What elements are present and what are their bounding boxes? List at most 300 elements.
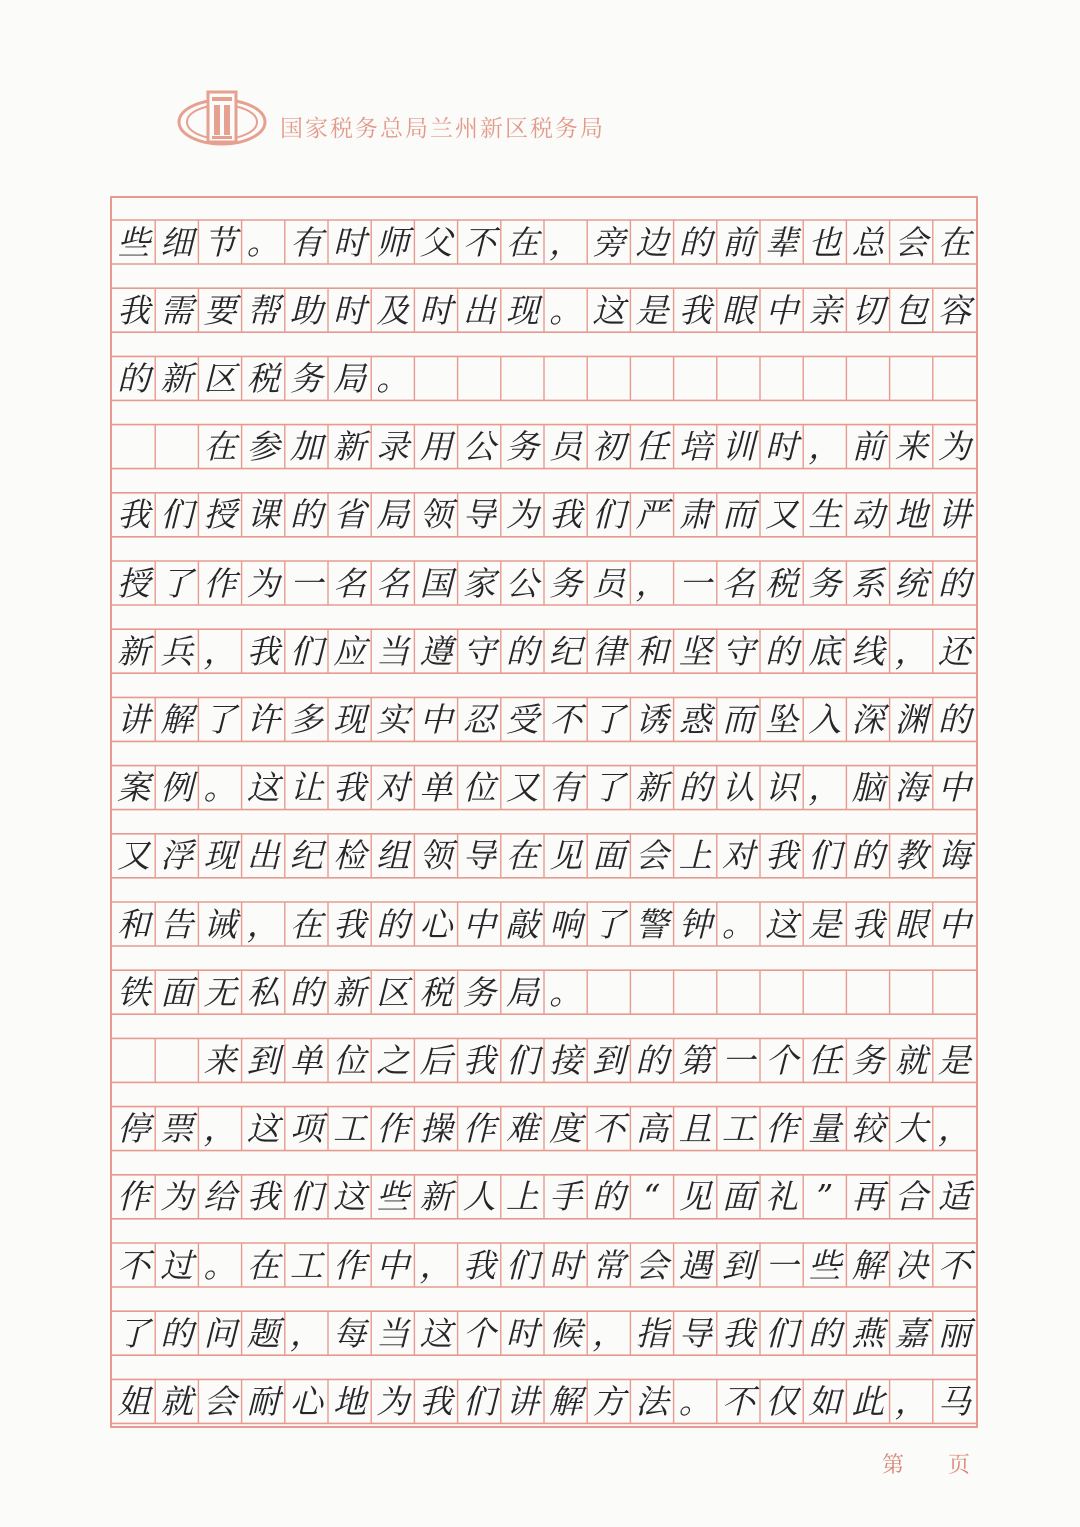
grid-cell: 新 [635,768,669,808]
grid-cell: 中 [462,904,496,944]
grid-cell: 领 [419,495,453,535]
grid-cell: ， [894,1381,928,1421]
grid-cell: 到 [246,1040,280,1080]
grid-cell: 容 [937,290,971,330]
grid-cell: 到 [721,1245,755,1285]
grid-cell: 公 [462,427,496,467]
grid-cell: 如 [808,1381,842,1421]
grid-cell: 的 [937,563,971,603]
grid-cell: 解 [549,1381,583,1421]
grid-cell: 入 [808,699,842,739]
grid-cell: 心 [419,904,453,944]
grid-cell: 们 [505,1040,539,1080]
grid-cell: ， [808,427,842,467]
grid-cell: 面 [592,836,626,876]
grid-cell: 渊 [894,699,928,739]
grid-cell: 时 [333,222,367,262]
organization-name: 国家税务总局兰州新区税务局 [280,116,605,142]
grid-cell: 接 [549,1040,583,1080]
grid-cell: 铁 [117,972,151,1012]
grid-cell: 来 [894,427,928,467]
grid-cell: 在 [937,222,971,262]
grid-cell: 人 [462,1177,496,1217]
grid-cell: 训 [721,427,755,467]
grid-cell: 量 [808,1109,842,1149]
grid-cell: 组 [376,836,410,876]
grid-cell: 解 [851,1245,885,1285]
grid-cell: 后 [419,1040,453,1080]
grid-cell: 为 [160,1177,194,1217]
grid-cell: 守 [462,631,496,671]
text-line [112,1107,976,1151]
grid-cell: 新 [333,427,367,467]
grid-cell: 仅 [765,1381,799,1421]
page-label-end: 页 [947,1453,970,1478]
grid-cell: 一 [765,1245,799,1285]
grid-cell: 们 [808,836,842,876]
grid-cell [112,1038,155,1082]
grid-cell: 作 [765,1109,799,1149]
grid-cell: 就 [160,1381,194,1421]
grid-cell: 。 [721,904,755,944]
grid-cell: 告 [160,904,194,944]
grid-cell: 认 [721,768,755,808]
grid-cell: 的 [117,358,151,398]
grid-cell: 在 [203,427,237,467]
grid-cell: 了 [592,768,626,808]
grid-cell [155,425,198,469]
grid-cell: 区 [203,358,237,398]
grid-cell: 领 [419,836,453,876]
grid-cell: 又 [505,768,539,808]
grid-cell: 区 [376,972,410,1012]
grid-cell: 务 [549,563,583,603]
grid-cell: 新 [333,972,367,1012]
grid-cell: 再 [851,1177,885,1217]
grid-cell: 些 [117,222,151,262]
grid-cell: 让 [289,768,323,808]
grid-cell: 节 [203,222,237,262]
grid-cell: 而 [721,495,755,535]
grid-cell: 见 [678,1177,712,1217]
grid-cell: 也 [808,222,842,262]
grid-cell: 任 [635,427,669,467]
grid-cell: 导 [462,495,496,535]
grid-cell: 员 [592,563,626,603]
grid-cell: 。 [246,222,280,262]
grid-cell: 一 [678,563,712,603]
grid-cell: 会 [894,222,928,262]
grid-cell: 系 [851,563,885,603]
grid-cell: 和 [117,904,151,944]
grid-cell: ， [894,631,928,671]
grid-cell: 授 [203,495,237,535]
grid-cell: 丽 [937,1313,971,1353]
text-line [112,766,976,810]
grid-cell: 了 [203,699,237,739]
grid-cell: 面 [160,972,194,1012]
grid-cell: 了 [117,1313,151,1353]
grid-cell: 们 [160,495,194,535]
grid-cell: ， [289,1313,323,1353]
grid-cell: ， [549,222,583,262]
grid-cell: 导 [462,836,496,876]
grid-cell: 律 [592,631,626,671]
tax-emblem-icon [176,88,268,152]
grid-cell: 前 [721,222,755,262]
grid-cell: 时 [333,290,367,330]
grid-cell: 是 [808,904,842,944]
grid-cell: 国 [419,563,453,603]
grid-cell: 些 [808,1245,842,1285]
grid-cell: 父 [419,222,453,262]
grid-cell: 实 [376,699,410,739]
grid-cell: 遵 [419,631,453,671]
grid-cell: 我 [419,1381,453,1421]
grid-cell: 肃 [678,495,712,535]
grid-cell: 响 [549,904,583,944]
grid-cell: 和 [635,631,669,671]
grid-cell: 度 [549,1109,583,1149]
grid-cell: 合 [894,1177,928,1217]
grid-cell: 为 [937,427,971,467]
grid-cell: 诫 [203,904,237,944]
grid-cell: 总 [851,222,885,262]
grid-cell: 兵 [160,631,194,671]
grid-cell: 礼 [765,1177,799,1217]
grid-cell: 要 [203,290,237,330]
grid-cell: 当 [376,631,410,671]
grid-cell: 家 [462,563,496,603]
grid-cell: 票 [160,1109,194,1149]
grid-cell: 现 [505,290,539,330]
grid-cell: 有 [289,222,323,262]
grid-cell: 授 [117,563,151,603]
grid-cell: 纪 [549,631,583,671]
grid-cell: 不 [937,1245,971,1285]
grid-cell: 务 [505,427,539,467]
grid-cell: 底 [808,631,842,671]
grid-cell: 深 [851,699,885,739]
text-line [112,834,976,878]
grid-cell: 嘉 [894,1313,928,1353]
grid-cell: 为 [246,563,280,603]
grid-cell: 我 [246,631,280,671]
grid-cell: 为 [376,1381,410,1421]
grid-cell: 一 [289,563,323,603]
grid-cell: 的 [635,1040,669,1080]
grid-cell: 中 [937,904,971,944]
grid-cell: 现 [203,836,237,876]
grid-cell: 我 [678,290,712,330]
grid-cell: 这 [246,768,280,808]
grid-cell: 题 [246,1313,280,1353]
grid-cell: 。 [203,1245,237,1285]
grid-cell: ， [808,768,842,808]
grid-cell: 务 [851,1040,885,1080]
grid-cell: 惑 [678,699,712,739]
grid-cell: 许 [246,699,280,739]
grid-cell: 现 [333,699,367,739]
grid-cell: 候 [549,1313,583,1353]
grid-cell: 纪 [289,836,323,876]
grid-cell: 法 [635,1381,669,1421]
grid-cell: 不 [117,1245,151,1285]
grid-cell: 无 [203,972,237,1012]
grid-cell: 时 [419,290,453,330]
grid-cell: 钟 [678,904,712,944]
grid-cell: 的 [678,768,712,808]
grid-cell: 务 [462,972,496,1012]
grid-cell: 会 [635,836,669,876]
grid-cell: 耐 [246,1381,280,1421]
grid-cell: 有 [549,768,583,808]
grid-cell: 适 [937,1177,971,1217]
grid-cell: 马 [937,1381,971,1421]
grid-cell: 不 [592,1109,626,1149]
grid-cell: 项 [289,1109,323,1149]
grid-cell: 忍 [462,699,496,739]
grid-cell: 在 [505,222,539,262]
grid-cell: 的 [678,222,712,262]
grid-cell: 地 [333,1381,367,1421]
grid-cell: 是 [635,290,669,330]
text-line [112,288,976,332]
page-label-start: 第 [881,1453,904,1478]
grid-cell: 解 [160,699,194,739]
grid-cell: 敲 [505,904,539,944]
page-footer [882,1448,970,1479]
grid-cell: 不 [549,699,583,739]
grid-cell: ， [635,563,669,603]
grid-cell: 切 [851,290,885,330]
grid-cell: 又 [765,495,799,535]
grid-cell: 给 [203,1177,237,1217]
grid-cell: 我 [765,836,799,876]
grid-cell: 些 [376,1177,410,1217]
grid-cell: 之 [376,1040,410,1080]
text-line [112,561,976,605]
grid-cell: 边 [635,222,669,262]
grid-cell: 浮 [160,836,194,876]
grid-cell: 就 [894,1040,928,1080]
grid-cell: 到 [592,1040,626,1080]
grid-cell: 不 [462,222,496,262]
grid-cell: 上 [678,836,712,876]
grid-cell: 辈 [765,222,799,262]
grid-cell: 作 [203,563,237,603]
grid-cell: 这 [333,1177,367,1217]
grid-cell: 税 [246,358,280,398]
grid-cell: 需 [160,290,194,330]
grid-cell: 难 [505,1109,539,1149]
grid-cell: 们 [765,1313,799,1353]
grid-cell: 对 [376,768,410,808]
grid-cell: 手 [549,1177,583,1217]
grid-cell: 员 [549,427,583,467]
grid-cell: 的 [808,1313,842,1353]
grid-cell: 这 [592,290,626,330]
grid-cell: 上 [505,1177,539,1217]
grid-cell: 会 [203,1381,237,1421]
grid-cell: 的 [289,495,323,535]
grid-cell: 新 [419,1177,453,1217]
grid-cell: 还 [937,631,971,671]
text-line [112,970,976,1014]
grid-cell: 任 [808,1040,842,1080]
text-line [112,1379,976,1423]
grid-cell: 初 [592,427,626,467]
text-line [112,1311,976,1355]
grid-cell: 检 [333,836,367,876]
grid-cell: 警 [635,904,669,944]
grid-cell: 了 [592,904,626,944]
grid-cell: 新 [117,631,151,671]
grid-cell: 受 [505,699,539,739]
text-line [112,629,976,673]
grid-cell: 。 [203,768,237,808]
grid-cell: 工 [721,1109,755,1149]
grid-cell: 培 [678,427,712,467]
grid-cell: 我 [333,904,367,944]
grid-cell: 是 [937,1040,971,1080]
grid-cell: 讲 [505,1381,539,1421]
grid-cell: 公 [505,563,539,603]
grid-cell: 统 [894,563,928,603]
grid-cell: 这 [765,904,799,944]
grid-cell: ， [246,904,280,944]
grid-cell: 不 [721,1381,755,1421]
grid-cell: 大 [894,1109,928,1149]
grid-cell: 中 [937,768,971,808]
grid-cell: 用 [419,427,453,467]
grid-cell: 前 [851,427,885,467]
grid-cell: 生 [808,495,842,535]
text-line [112,493,976,537]
grid-cell: 遇 [678,1245,712,1285]
grid-cell: 诲 [937,836,971,876]
grid-cell: 方 [592,1381,626,1421]
grid-cell: ， [203,1109,237,1149]
grid-cell: 海 [894,768,928,808]
grid-cell: 我 [333,768,367,808]
grid-cell: 们 [462,1381,496,1421]
text-line [112,902,976,946]
grid-cell: 案 [117,768,151,808]
grid-cell: 作 [462,1109,496,1149]
grid-cell: 。 [376,358,410,398]
grid-cell: ， [592,1313,626,1353]
grid-cell: 在 [246,1245,280,1285]
grid-cell: 来 [203,1040,237,1080]
grid-cell: 教 [894,836,928,876]
grid-cell: 姐 [117,1381,151,1421]
grid-cell: 中 [419,699,453,739]
grid-cell: 局 [333,358,367,398]
grid-cell: 。 [549,972,583,1012]
grid-cell: 。 [549,290,583,330]
grid-cell: 我 [462,1040,496,1080]
text-line [112,697,976,741]
grid-cell: 名 [721,563,755,603]
grid-cell: 讲 [937,495,971,535]
grid-cell: 的 [289,972,323,1012]
grid-cell: 个 [765,1040,799,1080]
grid-cell: 税 [419,972,453,1012]
grid-cell: 此 [851,1381,885,1421]
grid-cell: 我 [549,495,583,535]
grid-cell: 的 [592,1177,626,1217]
grid-cell [155,1038,198,1082]
grid-cell: 讲 [117,699,151,739]
grid-cell: 导 [678,1313,712,1353]
grid-cell: 时 [505,1313,539,1353]
grid-cell: 亲 [808,290,842,330]
grid-cell: 的 [376,904,410,944]
grid-cell: 在 [505,836,539,876]
grid-cell: 过 [160,1245,194,1285]
grid-cell: 操 [419,1109,453,1149]
grid-cell: 帮 [246,290,280,330]
text-line [112,425,976,469]
grid-cell: 例 [160,768,194,808]
grid-cell: 局 [505,972,539,1012]
grid-cell: 作 [376,1109,410,1149]
grid-cell: ” [816,1177,834,1217]
grid-cell: 参 [246,427,280,467]
grid-cell: 严 [635,495,669,535]
grid-cell: 脑 [851,768,885,808]
grid-cell: 面 [721,1177,755,1217]
grid-cell: 们 [289,631,323,671]
grid-cell: 局 [376,495,410,535]
grid-cell: 常 [592,1245,626,1285]
grid-cell: “ [643,1177,661,1217]
grid-cell: 包 [894,290,928,330]
grid-cell: 我 [721,1313,755,1353]
grid-cell: 新 [160,358,194,398]
grid-cell: 省 [333,495,367,535]
grid-cell: 助 [289,290,323,330]
grid-cell: 决 [894,1245,928,1285]
grid-cell: 我 [462,1245,496,1285]
grid-cell: 诱 [635,699,669,739]
grid-cell: 位 [462,768,496,808]
grid-cell: 我 [117,290,151,330]
grid-cell: 务 [289,358,323,398]
grid-cell: 心 [289,1381,323,1421]
grid-cell: 燕 [851,1313,885,1353]
grid-cell: 们 [592,495,626,535]
grid-cell: 税 [765,563,799,603]
grid-cell: 名 [376,563,410,603]
grid-cell: 的 [937,699,971,739]
grid-cell: 识 [765,768,799,808]
grid-cell: 较 [851,1109,885,1149]
grid-cell: 又 [117,836,151,876]
grid-cell: 停 [117,1109,151,1149]
grid-cell: 多 [289,699,323,739]
grid-cell: 时 [549,1245,583,1285]
grid-cell: 眼 [721,290,755,330]
grid-cell: 工 [289,1245,323,1285]
grid-cell: 课 [246,495,280,535]
grid-paper [110,196,978,1428]
grid-cell: 坚 [678,631,712,671]
grid-cell: ， [203,631,237,671]
grid-cell: 对 [721,836,755,876]
grid-cell: 且 [678,1109,712,1149]
